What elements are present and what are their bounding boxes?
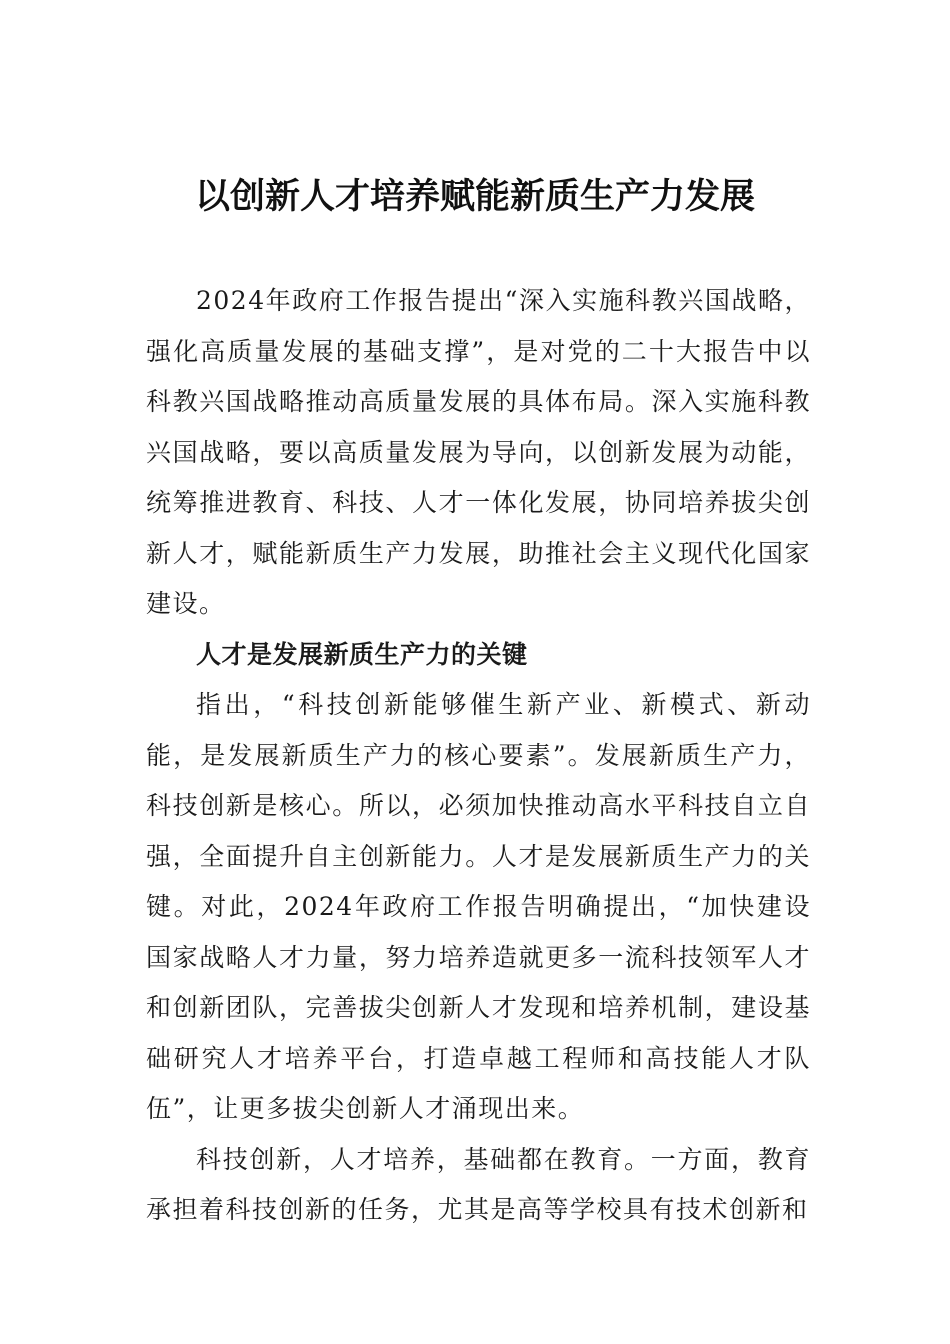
section-heading: 人才是发展新质生产力的关键	[196, 639, 528, 669]
body-paragraph: 科技创新，人才培养，基础都在教育。一方面，教育承担着科技创新的任务，尤其是高等学校具有技术创新和	[146, 1144, 811, 1224]
document-title: 以创新人才培养赋能新质生产力发展	[194, 176, 755, 217]
document-body	[146, 276, 811, 1236]
body-paragraph: 指出，“科技创新能够催生新产业、新模式、新动能，是发展新质生产力的核心要素”。发展新质生产力，科技创新是核心。所以，必须加快推动高水平科技自立自强，全面提升自主创新能力。人才是发展新质生产力的关键。对此，2024年政府工作报告明确提出，“加快建设国家战略人才力量，努力培养造就更多一流科技领军人才和创新团队，完善拔尖创新人才发现和培养机制，建设基础研究人才培养平台，打造卓越工程师和高技能人才队伍”，让更多拔尖创新人才涌现出来。	[146, 690, 811, 1123]
intro-paragraph: 2024年政府工作报告提出“深入实施科教兴国战略，强化高质量发展的基础支撑”，是对党的二十大报告中以科教兴国战略推动高质量发展的具体布局。深入实施科教兴国战略，要以高质量发展为导向，以创新发展为动能，统筹推进教育、科技、人才一体化发展，协同培养拔尖创新人才，赋能新质生产力发展，助推社会主义现代化国家建设。	[146, 286, 811, 618]
